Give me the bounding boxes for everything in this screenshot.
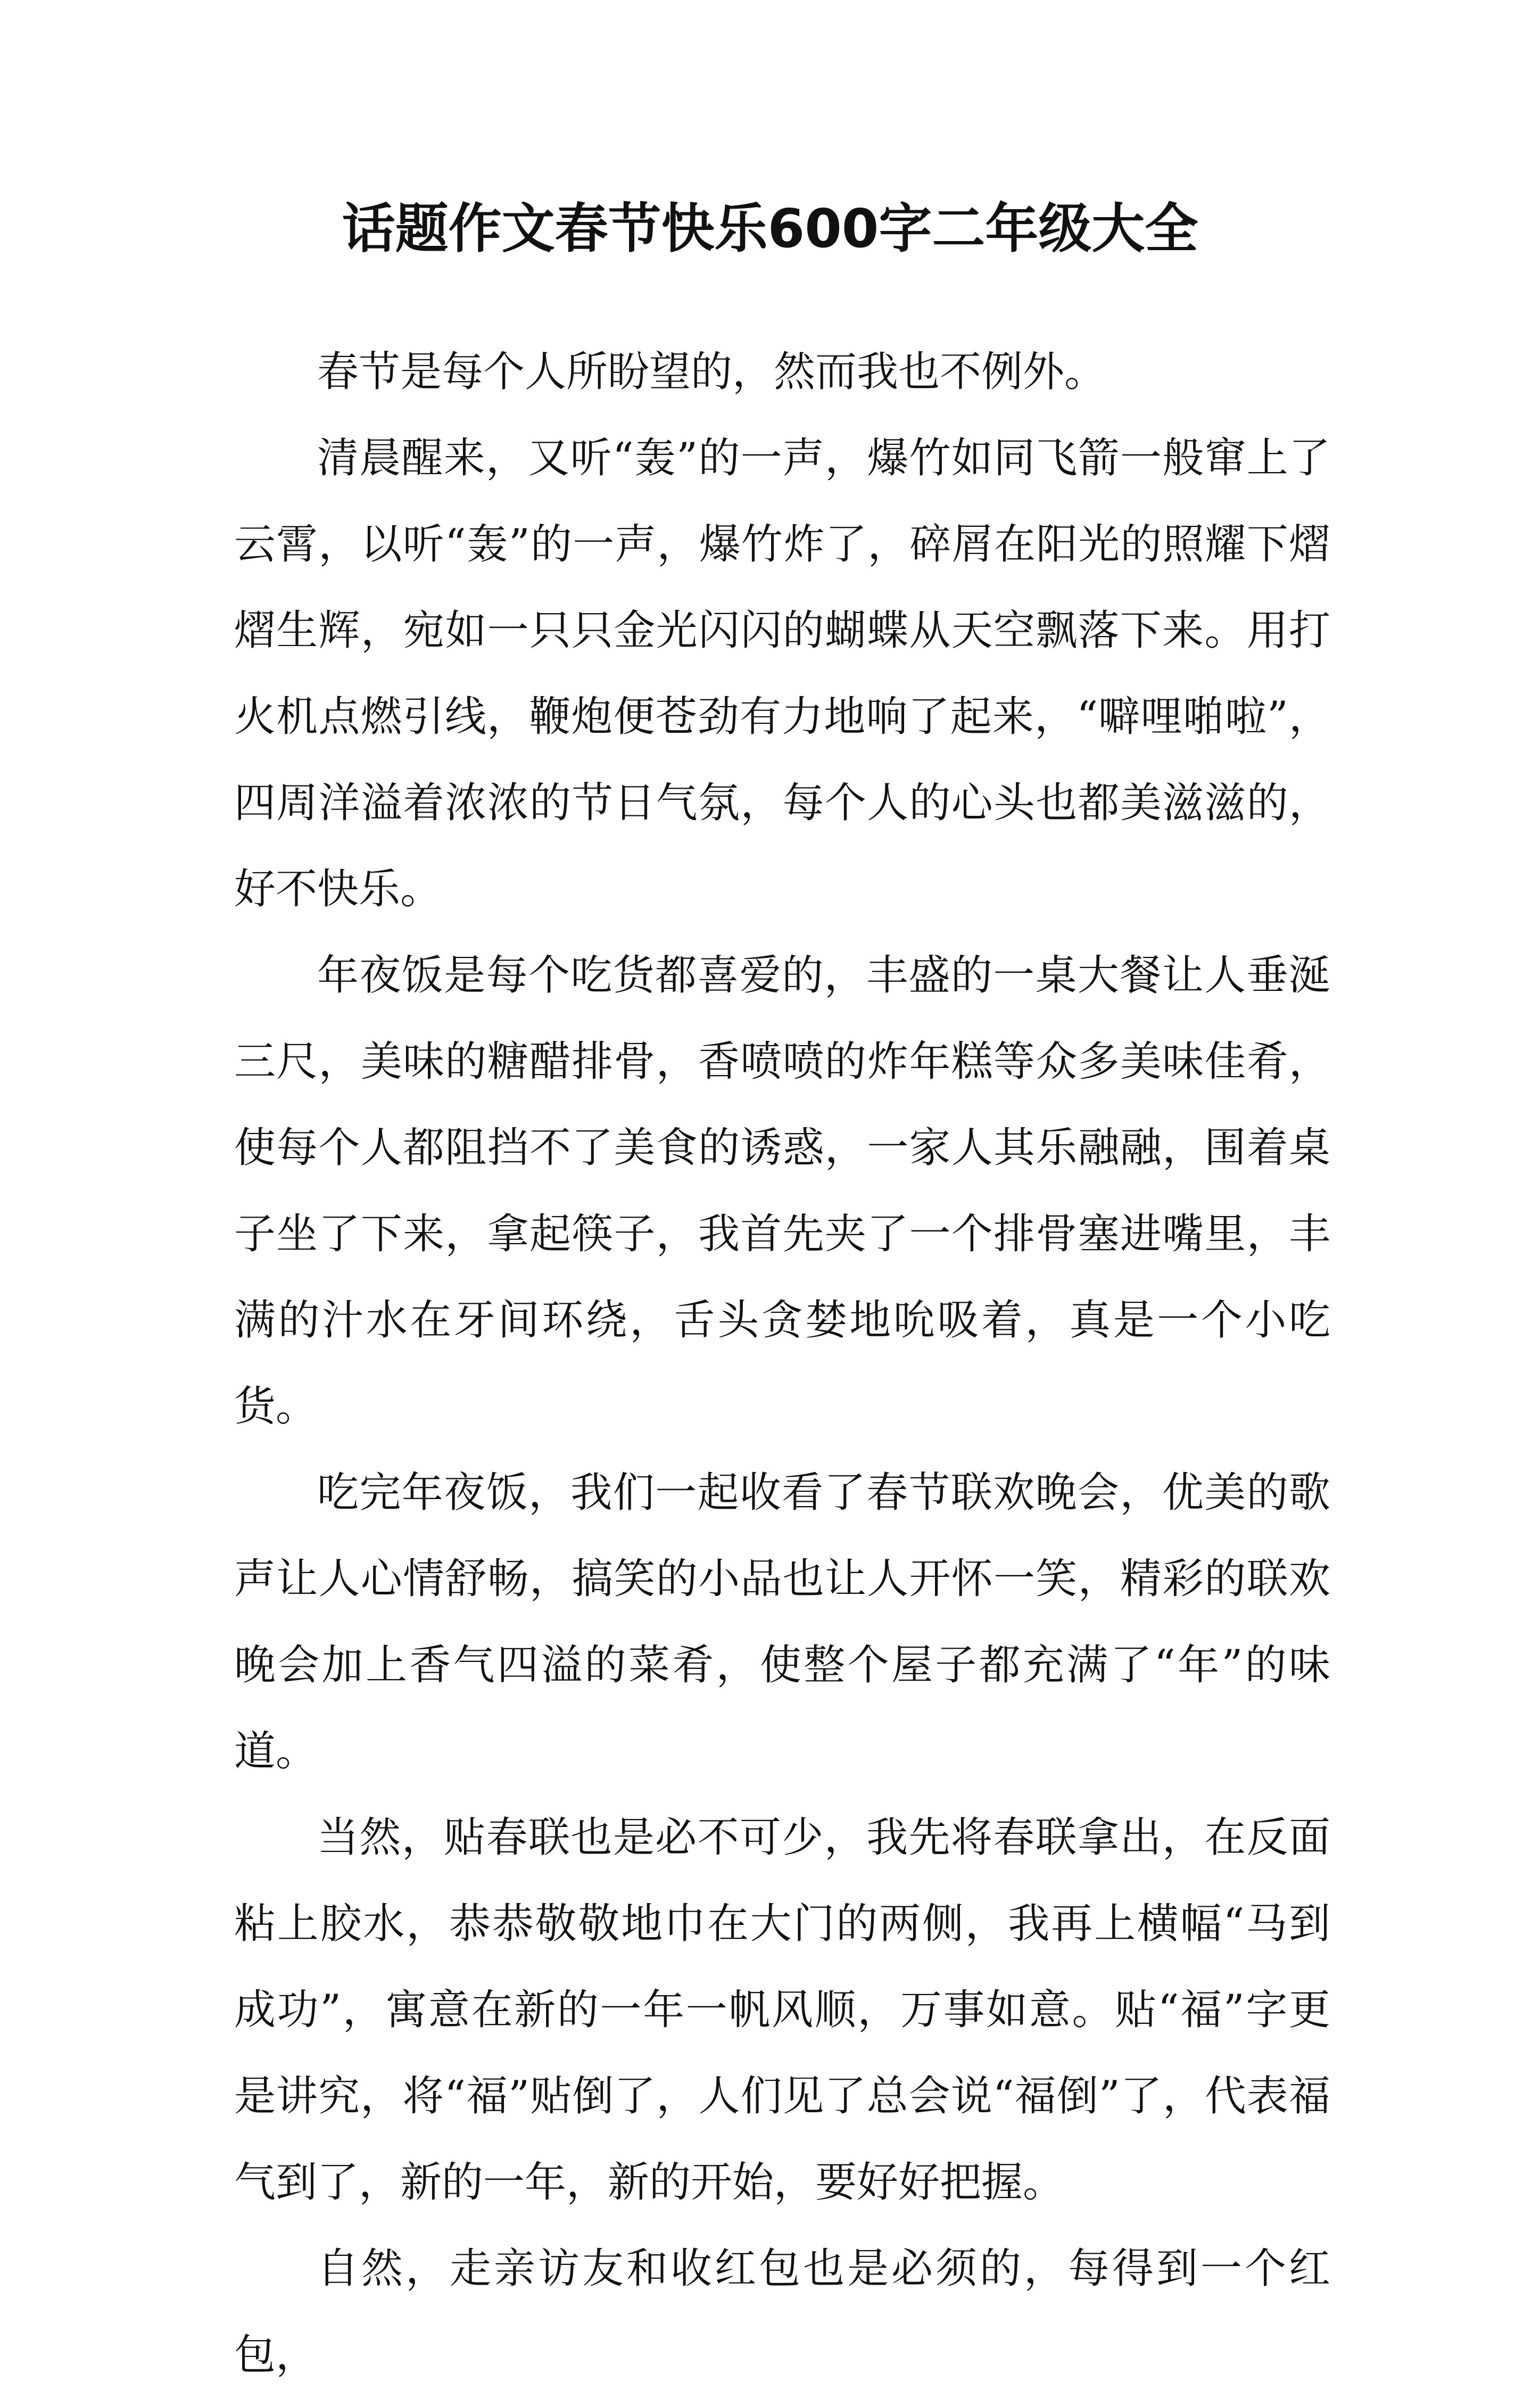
document-body xyxy=(234,329,1330,2398)
paragraph: 年夜饭是每个吃货都喜爱的，丰盛的一桌大餐让人垂涎三尺，美味的糖醋排骨，香喷喷的炸年糕等众多美味佳肴，使每个人都阻挡不了美食的诱惑，一家人其乐融融，围着桌子坐了下来，拿起筷子，我首先夹了一个排骨塞进嘴里，丰满的汁水在牙间环绕，舌头贪婪地吮吸着，真是一个小吃货。 xyxy=(234,952,1330,1430)
paragraph: 清晨醒来，又听“轰”的一声，爆竹如同飞箭一般窜上了云霄，以听“轰”的一声，爆竹炸了，碎屑在阳光的照耀下熠熠生辉，宛如一只只金光闪闪的蝴蝶从天空飘落下来。用打火机点燃引线，鞭炮便苍劲有力地响了起来，“噼哩啪啦”，四周洋溢着浓浓的节日气氛，每个人的心头也都美滋滋的，好不快乐。 xyxy=(234,434,1330,913)
paragraph: 当然，贴春联也是必不可少，我先将春联拿出，在反面粘上胶水，恭恭敬敬地巾在大门的两侧，我再上横幅“马到成功”，寓意在新的一年一帆风顺，万事如意。贴“福”字更是讲究，将“福”贴倒了，人们见了总会说“福倒”了，代表福气到了，新的一年，新的开始，要好好把握。 xyxy=(234,1814,1330,2206)
document-title: 话题作文春节快乐600字二年级大全 xyxy=(342,197,1198,260)
paragraph: 吃完年夜饭，我们一起收看了春节联欢晚会，优美的歌声让人心情舒畅，搞笑的小品也让人开怀一笑，精彩的联欢晚会加上香气四溢的菜肴，使整个屋子都充满了“年”的味道。 xyxy=(234,1469,1330,1775)
paragraph: 春节是每个人所盼望的，然而我也不例外。 xyxy=(317,348,1106,396)
paragraph: 自然，走亲访友和收红包也是必须的，每得到一个红包， xyxy=(234,2245,1330,2379)
